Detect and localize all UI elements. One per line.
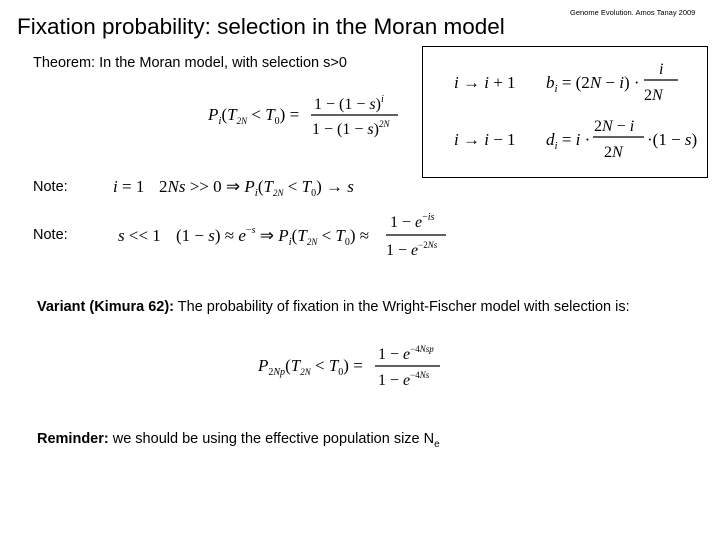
svg-text:i → i + 1: i → i + 1	[454, 73, 516, 92]
variant-text: The probability of fixation in the Wright-Fischer model with selection is:	[174, 299, 630, 315]
theorem-formula	[208, 92, 408, 142]
slide-title: Fixation probability: selection in the Moran model	[17, 14, 505, 39]
svg-text:1 − e−4Nsp: $1 - e^{-4Nsp}$	[378, 344, 434, 363]
note-label-2: Note:	[33, 227, 68, 243]
kimura-formula	[258, 343, 458, 393]
svg-text:i → i − 1: i → i − 1	[454, 130, 516, 149]
svg-text:1 − e−2Ns: $1 - e^{-2Ns}$	[386, 240, 438, 259]
note-2-formula	[118, 210, 458, 266]
svg-text:2N − i: 2N − i	[594, 118, 635, 135]
reminder-subscript: e	[434, 438, 440, 450]
transition-rates-formula	[422, 46, 708, 178]
svg-text:2Ns >> 0 ⇒ Pi(T2N < T0) → s: 2Ns >> 0 ⇒ $P_i(T_{2N} < T_0) \to s$	[159, 177, 354, 199]
variant-paragraph	[37, 297, 687, 317]
svg-text:i: i	[659, 61, 664, 78]
svg-text:1 − (1 − s)i: $1 - (1 - s)^i$	[314, 94, 384, 113]
variant-label: Variant (Kimura 62):	[37, 299, 174, 315]
theorem-text: : In the Moran model, with selection s>0	[91, 55, 347, 71]
svg-text:di = i ·: $d_i = i$ ·	[546, 130, 591, 152]
svg-text:·(1 − s): ·(1 − s)	[647, 130, 698, 149]
credit-line: Genome Evolution. Amos Tanay 2009	[570, 8, 696, 17]
reminder-line	[37, 431, 440, 450]
theorem-line	[33, 55, 347, 71]
svg-text:bi = (2N − i) ·: $b_i = (2N - i)$ ·	[546, 73, 640, 95]
reminder-label: Reminder:	[37, 431, 109, 447]
reminder-text: we should be using the effective population size N	[108, 431, 435, 447]
svg-text:1 − (1 − s)2N: $1 - (1 - s)^{2N}$	[312, 119, 390, 138]
svg-text:s << 1: s << 1	[118, 226, 161, 245]
svg-text:2N: 2N	[644, 87, 663, 104]
theorem-label: Theorem	[33, 55, 92, 71]
svg-text:P2Np(T2N < T0) =: $P_{2Np}(T_{2N} < T_0)$ =	[258, 356, 363, 378]
svg-text:Pi(T2N < T0) =: $P_i(T_{2N} < T_0)$ =	[208, 105, 300, 127]
svg-text:1 − e−4Ns: $1 - e^{-4Ns}$	[378, 370, 430, 389]
svg-text:(1 − s) ≈ e−s ⇒ Pi(T2N < T0) ≈: $(1 - s) \approx e^{-s}$ ⇒ $P_i(T_{2N} < T_0)$ ≈	[176, 225, 370, 248]
svg-text:2N: 2N	[604, 144, 623, 161]
svg-text:i = 1: i = 1	[113, 177, 145, 196]
note-1-formula	[113, 172, 373, 202]
note-label-1: Note:	[33, 179, 68, 195]
svg-text:1 − e−is: $1 - e^{-is}$	[390, 212, 435, 231]
